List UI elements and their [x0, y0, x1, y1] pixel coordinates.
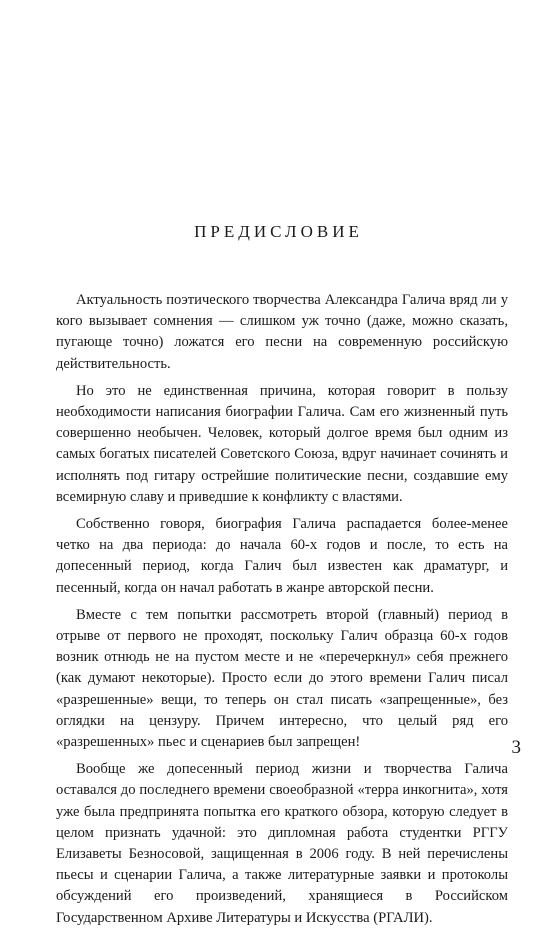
paragraph: Вообще же допесенный период жизни и творчества Галича оставался до последнего времени своеобразной «терра инкогнита», хотя уже была предпринята попытка его краткого обзора, которую следует в целом признать удачной: это дипломная работа студентки РГГУ Елизаветы Безносовой, защищенная в 2006 году. В ней перечислены пьесы и сценарии Галича, а также литературные заявки и протоколы обсуждений его произведений, хранящиеся в Российском Государственном Архиве Литературы и Искусства (РГАЛИ).	[56, 761, 508, 926]
paragraph: Но это не единственная причина, которая говорит в пользу необходимости написания биографии Галича. Сам его жизненный путь совершенно необычен. Человек, который долгое время был одним из самых богатых писателей Советского Союза, вдруг начинает сочинять и исполнять под гитару острейшие политические песни, создавшие ему всемирную славу и приведшие к конфликту с властями.	[56, 382, 508, 505]
page-number: 3	[511, 737, 521, 758]
paragraph: Вместе с тем попытки рассмотреть второй (главный) период в отрыве от первого не проходят, поскольку Галич образца 60-х годов возник отнюдь не на пустом месте и не «перечеркнул» себя прежнего (как думают некоторые). Просто если до этого времени Галич писал «разрешенные» вещи, то теперь он стал писать «запрещенные», без оглядки на цензуру. Причем интересно, что целый ряд его «разрешенных» пьес и сценариев был запрещен!	[56, 606, 508, 751]
paragraph: Собственно говоря, биография Галича распадается более-менее четко на два периода: до начала 60-х годов и после, то есть на допесенный период, когда Галич был известен как драматург, и песенный, когда он начал работать в жанре авторской песни.	[56, 516, 508, 596]
paragraph: Актуальность поэтического творчества Александра Галича вряд ли у кого вызывает сомнения — слишком уж точно (даже, можно сказать, пугающе точно) ложатся его песни на современную российскую действительность.	[56, 292, 508, 372]
preface-body	[56, 290, 508, 935]
page-title: ПРЕДИСЛОВИЕ	[194, 222, 363, 241]
